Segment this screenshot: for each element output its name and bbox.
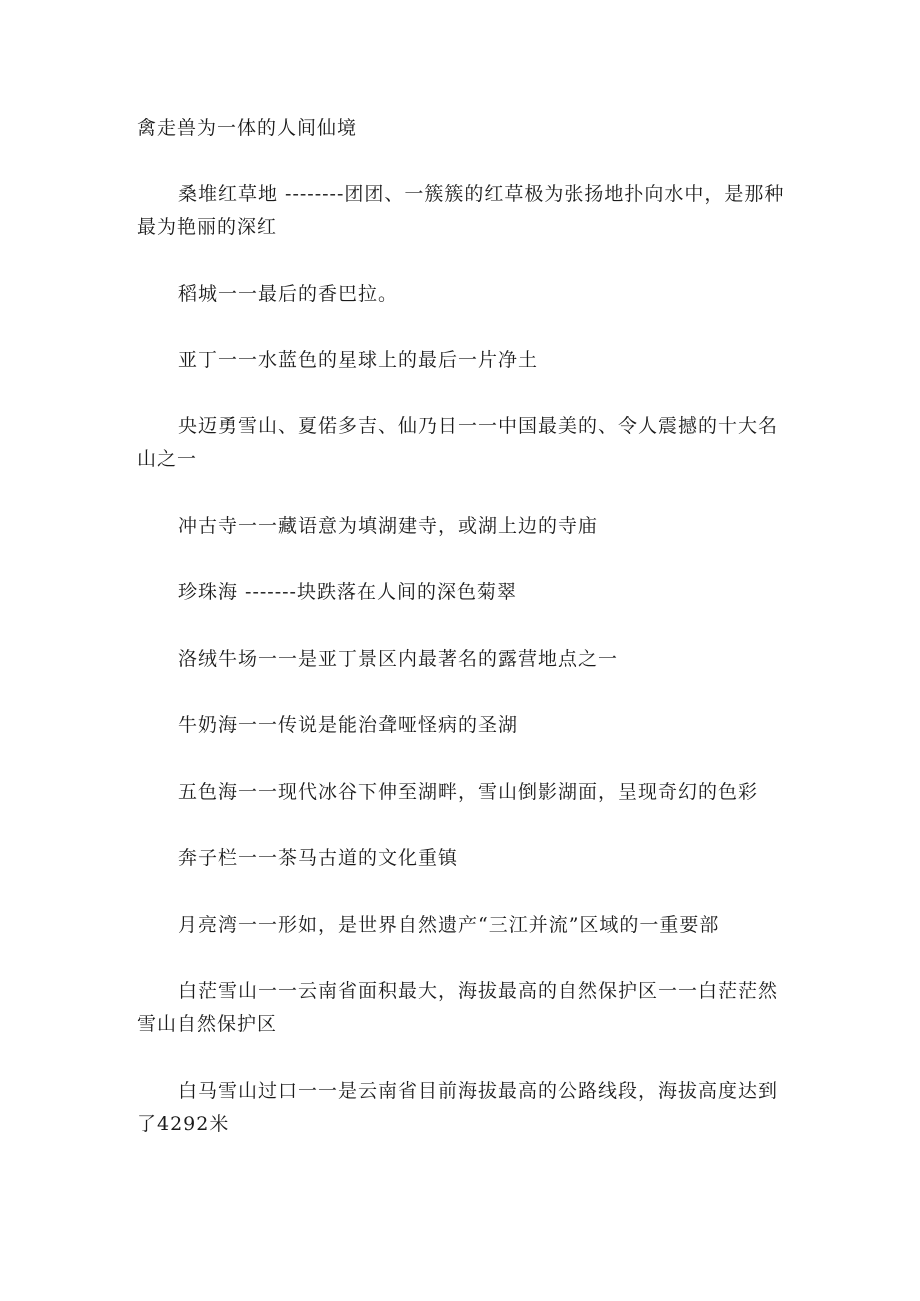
paragraph-baima-pass: 白马雪山过口一一是云南省目前海拔最高的公路线段，海拔高度达到了4292米: [137, 1080, 779, 1135]
paragraph-luorong-pasture: 洛绒牛场一一是亚丁景区内最著名的露营地点之一: [178, 648, 619, 670]
paragraph-pearl-sea: 珍珠海 -------块跌落在人间的深色菊翠: [178, 581, 517, 603]
paragraph-yading: 亚丁一一水蓝色的星球上的最后一片净土: [178, 349, 539, 371]
paragraph-daocheng: 稻城一一最后的香巴拉。: [178, 283, 399, 305]
paragraph-baimang-snow-mountain: 白茫雪山一一云南省面积最大，海拔最高的自然保护区一一白茫茫然雪山自然保护区: [137, 980, 779, 1035]
paragraph-milk-sea: 牛奶海一一传说是能治聋哑怪病的圣湖: [178, 714, 519, 736]
paragraph-snow-mountains: 央迈勇雪山、夏偌多吉、仙乃日一一中国最美的、令人震撼的十大名山之一: [137, 415, 779, 470]
paragraph-benzilan: 奔子栏一一茶马古道的文化重镇: [178, 847, 459, 869]
paragraph-intro-fragment: 禽走兽为一体的人间仙境: [137, 117, 358, 139]
paragraph-five-color-sea: 五色海一一现代冰谷下伸至湖畔，雪山倒影湖面，呈现奇幻的色彩: [178, 781, 759, 803]
paragraph-chonggu-temple: 冲古寺一一藏语意为填湖建寺，或湖上边的寺庙: [178, 515, 599, 537]
paragraph-sangdui: 桑堆红草地 --------团团、一簇簇的红草极为张扬地扑向水中，是那种最为艳丽的深红: [137, 183, 785, 238]
paragraph-moon-bay: 月亮湾一一形如，是世界自然遗产“三江并流”区域的一重要部: [178, 914, 720, 936]
